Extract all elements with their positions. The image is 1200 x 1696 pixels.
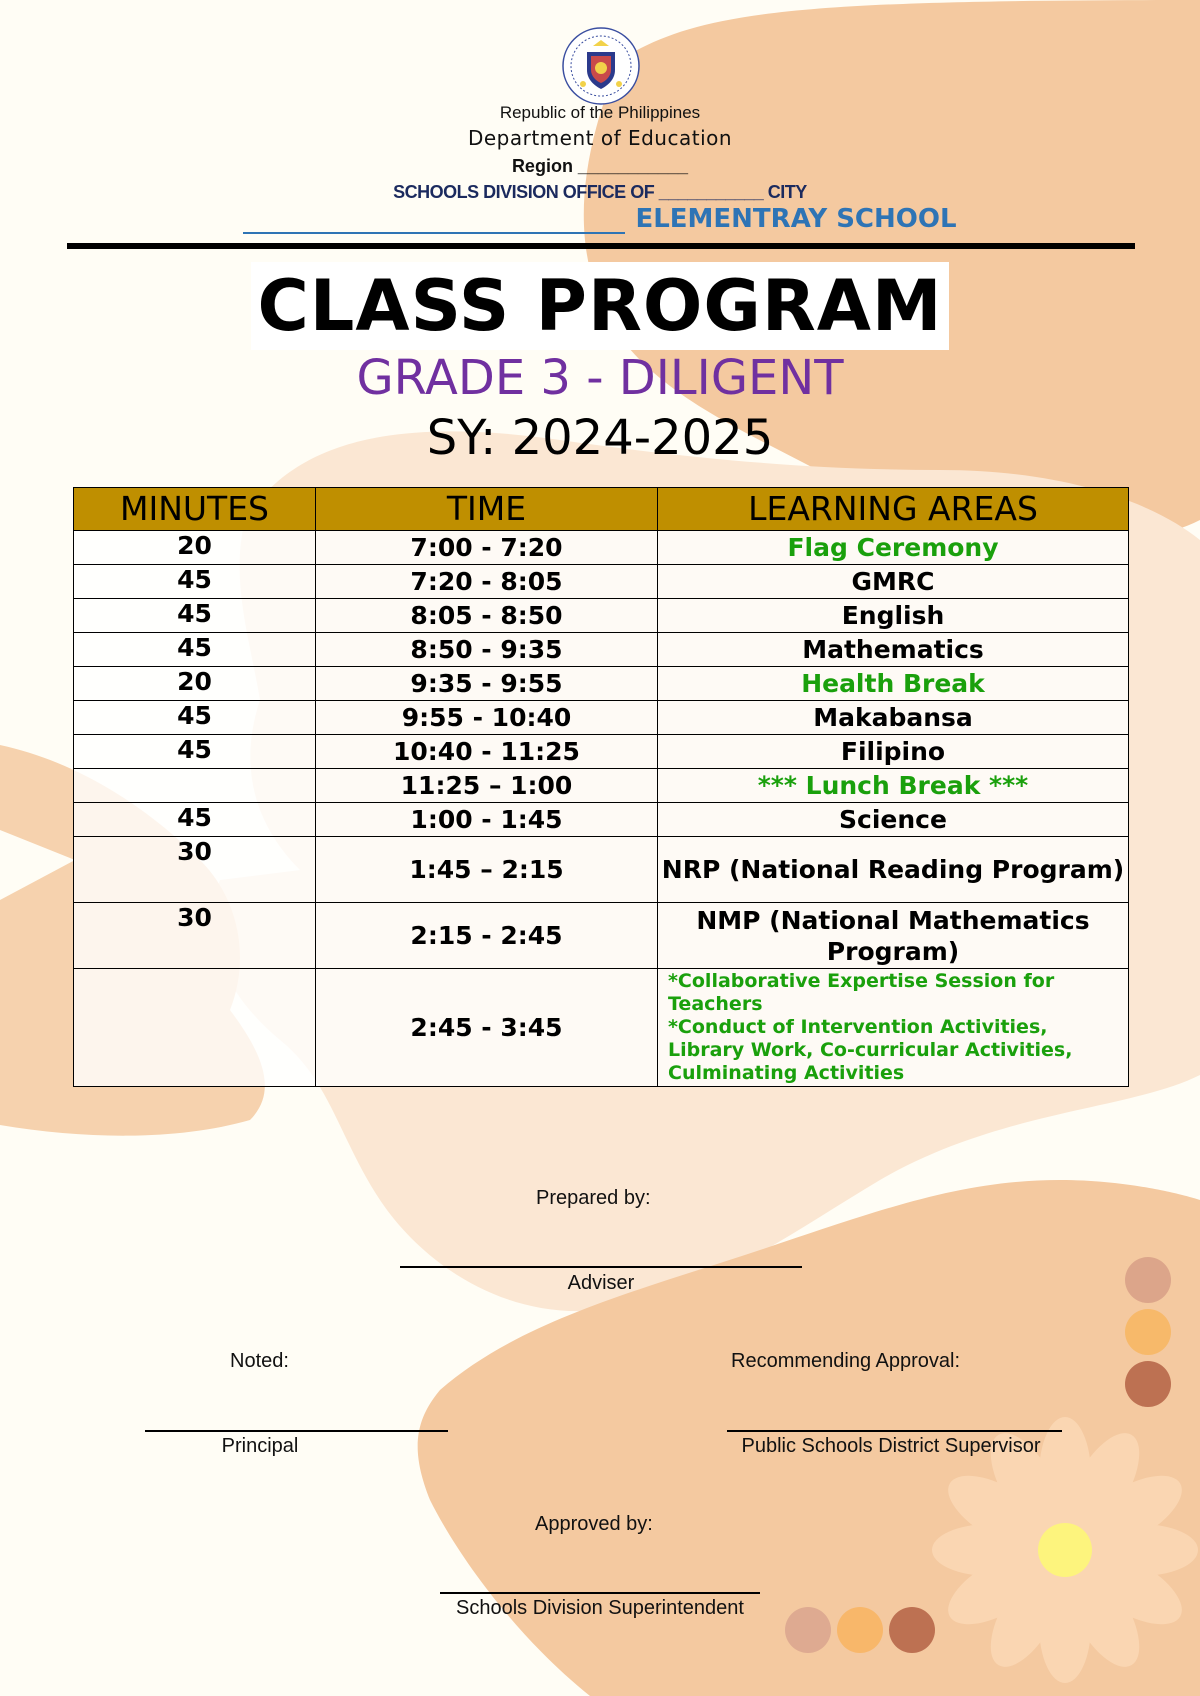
deped-seal-icon — [557, 26, 645, 106]
table-row — [74, 735, 1129, 769]
cell-learning-area: NMP (National Mathematics Program) — [658, 903, 1129, 969]
cell-minutes: 45 — [74, 565, 316, 599]
supervisor-label: Public Schools District Supervisor — [741, 1435, 1041, 1457]
header-republic: Republic of the Philippines — [499, 103, 701, 122]
note-collaborative: *Collaborative Expertise Session for Teachers — [668, 970, 1055, 1015]
cell-minutes: 45 — [74, 735, 316, 769]
cell-time: 1:45 – 2:15 — [316, 837, 658, 903]
cell-time: 9:35 - 9:55 — [316, 667, 658, 701]
principal-label: Principal — [221, 1435, 299, 1457]
table-row — [74, 769, 1129, 803]
column-header-time: TIME — [316, 488, 658, 531]
table-row — [74, 565, 1129, 599]
page-title: CLASS PROGRAM — [251, 262, 948, 350]
table-row — [74, 837, 1129, 903]
cell-learning-area: Science — [658, 803, 1129, 837]
cell-learning-area: NRP (National Reading Program) — [658, 837, 1129, 903]
header-divider — [67, 243, 1135, 249]
cell-time: 7:00 - 7:20 — [316, 531, 658, 565]
table-row — [74, 969, 1129, 1087]
cell-learning-area: Flag Ceremony — [658, 531, 1129, 565]
cell-minutes — [74, 969, 316, 1087]
cell-time: 2:15 - 2:45 — [316, 903, 658, 969]
cell-time: 9:55 - 10:40 — [316, 701, 658, 735]
recommending-approval-label: Recommending Approval: — [731, 1350, 961, 1372]
table-row — [74, 903, 1129, 969]
table-row — [74, 633, 1129, 667]
cell-learning-area: Mathematics — [658, 633, 1129, 667]
school-suffix: ELEMENTRAY SCHOOL — [635, 204, 957, 234]
approved-by-label: Approved by: — [535, 1513, 653, 1535]
column-header-learning-areas: LEARNING AREAS — [658, 488, 1129, 531]
superintendent-label: Schools Division Superintendent — [456, 1597, 744, 1619]
cell-time: 11:25 – 1:00 — [316, 769, 658, 803]
table-row — [74, 803, 1129, 837]
grade-section: GRADE 3 - DILIGENT — [356, 350, 844, 406]
header-school — [228, 204, 972, 234]
cell-time: 7:20 - 8:05 — [316, 565, 658, 599]
schedule-table — [73, 487, 1129, 1087]
cell-minutes: 45 — [74, 599, 316, 633]
schedule-header-row — [74, 488, 1129, 531]
cell-minutes: 30 — [74, 903, 316, 969]
adviser-label: Adviser — [567, 1272, 635, 1294]
cell-learning-area: Health Break — [658, 667, 1129, 701]
adviser-signature-line — [400, 1266, 802, 1268]
school-name-blank — [243, 206, 625, 234]
cell-learning-area: *** Lunch Break *** — [658, 769, 1129, 803]
cell-time: 10:40 - 11:25 — [316, 735, 658, 769]
cell-minutes: 30 — [74, 837, 316, 903]
cell-minutes: 20 — [74, 667, 316, 701]
column-header-minutes: MINUTES — [74, 488, 316, 531]
noted-label: Noted: — [230, 1350, 289, 1372]
table-row — [74, 701, 1129, 735]
cell-learning-area: English — [658, 599, 1129, 633]
cell-learning-area: Filipino — [658, 735, 1129, 769]
cell-learning-area: Makabansa — [658, 701, 1129, 735]
table-row — [74, 531, 1129, 565]
header-region: Region ___________ — [511, 156, 689, 176]
supervisor-signature-line — [727, 1430, 1062, 1432]
cell-minutes — [74, 769, 316, 803]
header-department: Department of Education — [467, 126, 733, 150]
cell-time: 8:50 - 9:35 — [316, 633, 658, 667]
school-year: SY: 2024-2025 — [426, 410, 774, 466]
cell-time: 1:00 - 1:45 — [316, 803, 658, 837]
title-container — [0, 262, 1200, 350]
table-row — [74, 599, 1129, 633]
cell-minutes: 45 — [74, 701, 316, 735]
header-division: SCHOOLS DIVISION OFFICE OF ___________ CITY — [393, 182, 807, 202]
cell-minutes: 45 — [74, 633, 316, 667]
table-row — [74, 667, 1129, 701]
prepared-by-label: Prepared by: — [536, 1187, 651, 1209]
principal-signature-line — [145, 1430, 448, 1432]
cell-learning-area-notes — [658, 969, 1129, 1087]
cell-learning-area: GMRC — [658, 565, 1129, 599]
cell-minutes: 20 — [74, 531, 316, 565]
cell-minutes: 45 — [74, 803, 316, 837]
note-intervention: *Conduct of Intervention Activities, Library Work, Co-curricular Activities, Culminating Activities — [668, 1016, 1073, 1084]
cell-time: 8:05 - 8:50 — [316, 599, 658, 633]
cell-time: 2:45 - 3:45 — [316, 969, 658, 1087]
superintendent-signature-line — [440, 1592, 760, 1594]
